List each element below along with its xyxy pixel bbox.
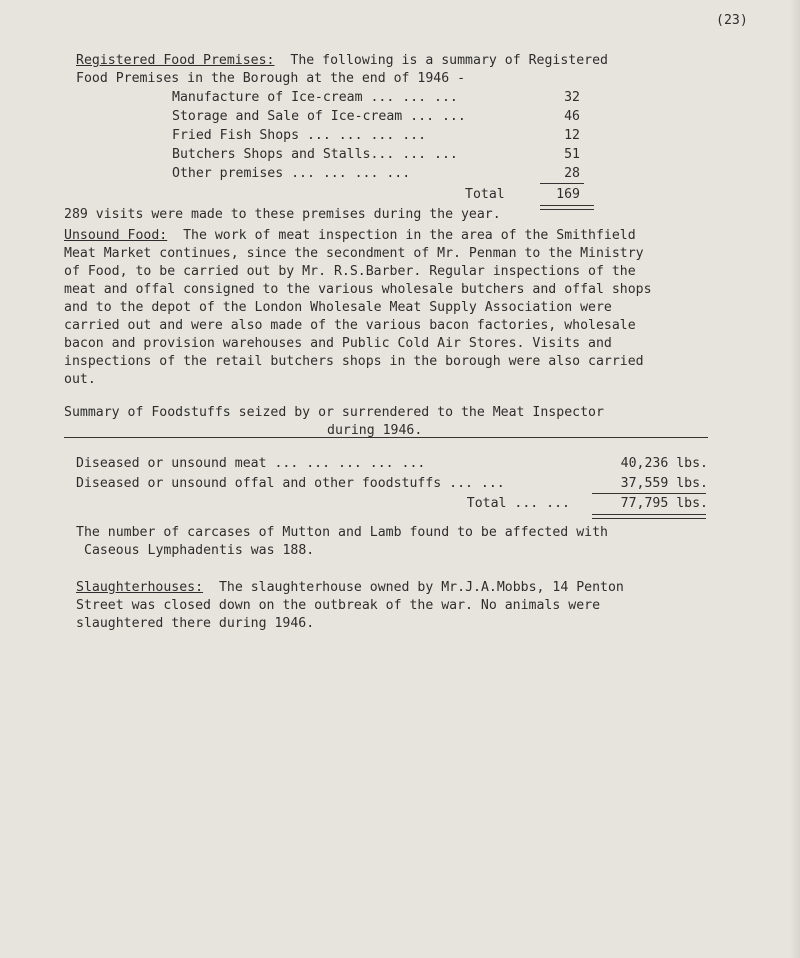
seized-total-label: Total ... ...	[466, 496, 570, 511]
premises-value: 51	[564, 147, 580, 162]
unsound-line: and to the depot of the London Wholesale Meat Supply Association were	[64, 300, 612, 315]
unsound-heading: Unsound Food:	[64, 228, 168, 243]
registered-heading: Registered Food Premises:	[76, 53, 275, 68]
total-double-rule	[540, 205, 594, 210]
premises-value: 32	[564, 90, 580, 105]
premises-label: Manufacture of Ice-cream ... ... ...	[172, 90, 458, 105]
summary-title-line2: during 1946.	[327, 423, 423, 438]
premises-value: 12	[564, 128, 580, 143]
premises-value: 46	[564, 109, 580, 124]
summary-subtotal-rule	[592, 493, 706, 494]
carcase-note: The number of carcases of Mutton and Lamb found to be affected with	[76, 525, 608, 540]
slaughter-text: The slaughterhouse owned by Mr.J.A.Mobbs, 14 Penton	[218, 580, 624, 595]
subtotal-rule	[540, 183, 584, 184]
registered-intro: The following is a summary of Registered	[290, 53, 608, 68]
unsound-paragraph	[64, 228, 636, 244]
unsound-line: Meat Market continues, since the secondment of Mr. Penman to the Ministry	[64, 246, 644, 261]
unsound-line: out.	[64, 372, 96, 387]
summary-rule	[64, 437, 708, 438]
premises-label: Fried Fish Shops ... ... ... ...	[172, 128, 427, 143]
unsound-line: carried out and were also made of the various bacon factories, wholesale	[64, 318, 636, 333]
registered-intro-line2: Food Premises in the Borough at the end of 1946 -	[76, 71, 466, 86]
seized-label: Diseased or unsound meat ... ... ... ... ...	[76, 456, 426, 471]
page-edge-shadow	[790, 0, 800, 958]
summary-title: Summary of Foodstuffs seized by or surrendered to the Meat Inspector	[64, 405, 604, 420]
unsound-line: of Food, to be carried out by Mr. R.S.Barber. Regular inspections of the	[64, 264, 636, 279]
carcase-note-line2: Caseous Lymphadentis was 188.	[84, 543, 315, 558]
premises-total-label: Total	[465, 187, 505, 202]
slaughter-heading: Slaughterhouses:	[76, 580, 204, 595]
unsound-line: meat and offal consigned to the various wholesale butchers and offal shops	[64, 282, 652, 297]
slaughter-paragraph	[76, 580, 624, 596]
summary-total-double-rule	[592, 514, 706, 519]
unsound-line: bacon and provision warehouses and Public Cold Air Stores. Visits and	[64, 336, 612, 351]
seized-value: 40,236 lbs.	[620, 456, 708, 471]
unsound-text: The work of meat inspection in the area of the Smithfield	[183, 228, 636, 243]
premises-value: 28	[564, 166, 580, 181]
premises-label: Butchers Shops and Stalls... ... ...	[172, 147, 458, 162]
premises-label: Storage and Sale of Ice-cream ... ...	[172, 109, 466, 124]
slaughter-line: slaughtered there during 1946.	[76, 616, 315, 631]
seized-value: 37,559 lbs.	[620, 476, 708, 491]
page-number: (23)	[716, 13, 748, 28]
seized-label: Diseased or unsound offal and other foodstuffs ... ...	[76, 476, 505, 491]
unsound-line: inspections of the retail butchers shops in the borough were also carried	[64, 354, 644, 369]
premises-total-value: 169	[556, 187, 580, 202]
registered-paragraph	[76, 53, 608, 69]
visits-line: 289 visits were made to these premises during the year.	[64, 207, 501, 222]
seized-total-value: 77,795 lbs.	[620, 496, 708, 511]
slaughter-line: Street was closed down on the outbreak of the war. No animals were	[76, 598, 601, 613]
premises-label: Other premises ... ... ... ...	[172, 166, 411, 181]
